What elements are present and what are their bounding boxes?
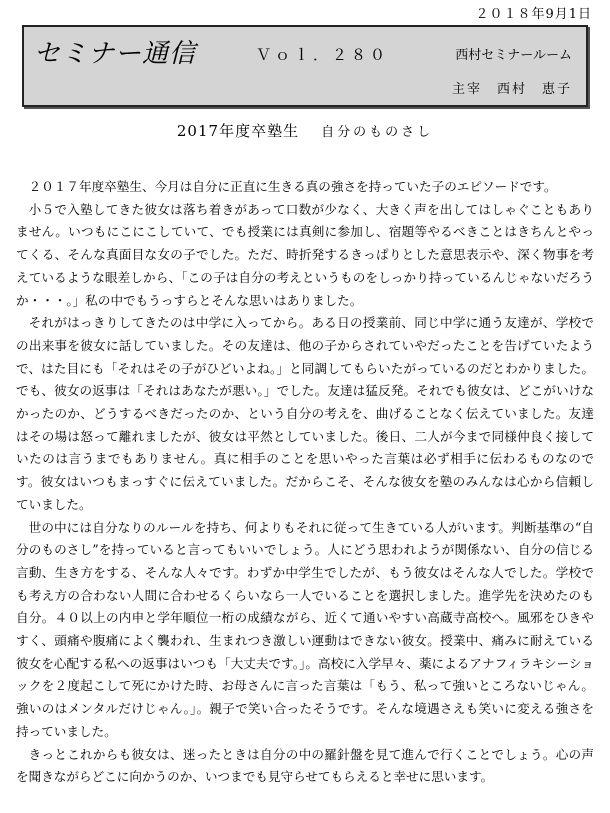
- newsletter-header: [22, 25, 588, 107]
- paragraph: 小５で入塾してきた彼女は落ち着きがあって口数が少なく、大きく声を出してはしゃぐこともありません。いつもにこにこしていて、でも授業には真剣に参加し、宿題等やるべきことはきちんとやってくる、そんな真面目な女の子でした。ただ、時折発するきっぱりとした意思表示や、深く物事を考えているような眼差しから、「この子は自分の考えというものをしっかり持っているんじゃないだろうか・・・。」私の中でもうっすらとそんな思いはありました。: [16, 201, 594, 308]
- volume-number: Ｖｏｌ．２８０: [256, 46, 390, 64]
- article-body: [16, 176, 594, 789]
- article-heading: [0, 120, 610, 141]
- paragraph: ２０１７年度卒塾生、今月は自分に正直に生きる真の強さを持っていた子のエピソードです。: [28, 179, 557, 194]
- article-subtitle: 自分のものさし: [321, 125, 434, 140]
- editor-name: 主宰 西村 恵子: [451, 82, 572, 97]
- newsletter-title: セミナー通信: [34, 39, 197, 69]
- paragraph: それがはっきりしてきたのは中学に入ってから。ある日の授業前、同じ中学に通う友達が、学校での出来事を彼女に話していました。その友達は、他の子からされていやだったことを告げていたようで、はた目にも「それはその子がひどいよね。」と同調してもらいたがっているのだとわかりました。でも、彼女の返事は「それはあなたが悪い。」でした。友達は猛反発。それでも彼女は、どこがいけなかったのか、どうするべきだったのか、という自分の考えを、曲げることなく伝えていました。友達はその場は怒って離れましたが、彼女は平然としていました。後日、二人が今まで同様仲良く接していたのは言うまでもありません。真に相手のことを思いやった言葉は必ず相手に伝わるものなのです。彼女はいつもまっすぐに伝えていました。だからこそ、そんな彼女を塾のみんなは心から信頼していました。: [16, 315, 594, 512]
- paragraph: きっとこれからも彼女は、迷ったときは自分の中の羅針盤を見て進んで行くことでしょう。心の声を聞きながらどこに向かうのか、いつまでも見守らせてもらえると幸せに思います。: [16, 746, 594, 785]
- issue-date: ２０１８年9月1日: [475, 7, 592, 22]
- paragraph: 世の中には自分なりのルールを持ち、何よりもそれに従って生きている人がいます。判断基準の“自分のものさし”を持っていると言ってもいいでしょう。人にどう思われようが関係ない、自分の信じる言動、生き方をする、そんな人々です。わずか中学生でしたが、もう彼女はそんな人でした。学校でも考え方の合わない人間に合わせるくらいなら一人でいることを選択しました。進学先を決めたのも自分。４０以上の内申と学年順位一桁の成績ながら、近くて通いやすい高蔵寺高校へ。風邪をひきやすく、頭痛や腹痛によく襲われ、生まれつき激しい運動はできない彼女。授業中、痛みに耐えている彼女を心配する私への返事はいつも「大丈夫です。」。高校に入学早々、薬によるアナフィラキシーショックを２度起こして死にかけた時、お母さんに言った言葉は「もう、私って強いところないじゃん。強いのはメンタルだけじゃん。」。親子で笑い合ったそうです。そんな境遇さえも笑いに変える強さを持っていました。: [16, 519, 594, 739]
- organization-name: 西村セミナールーム: [455, 48, 572, 63]
- article-title: 2017年度卒塾生: [176, 122, 300, 140]
